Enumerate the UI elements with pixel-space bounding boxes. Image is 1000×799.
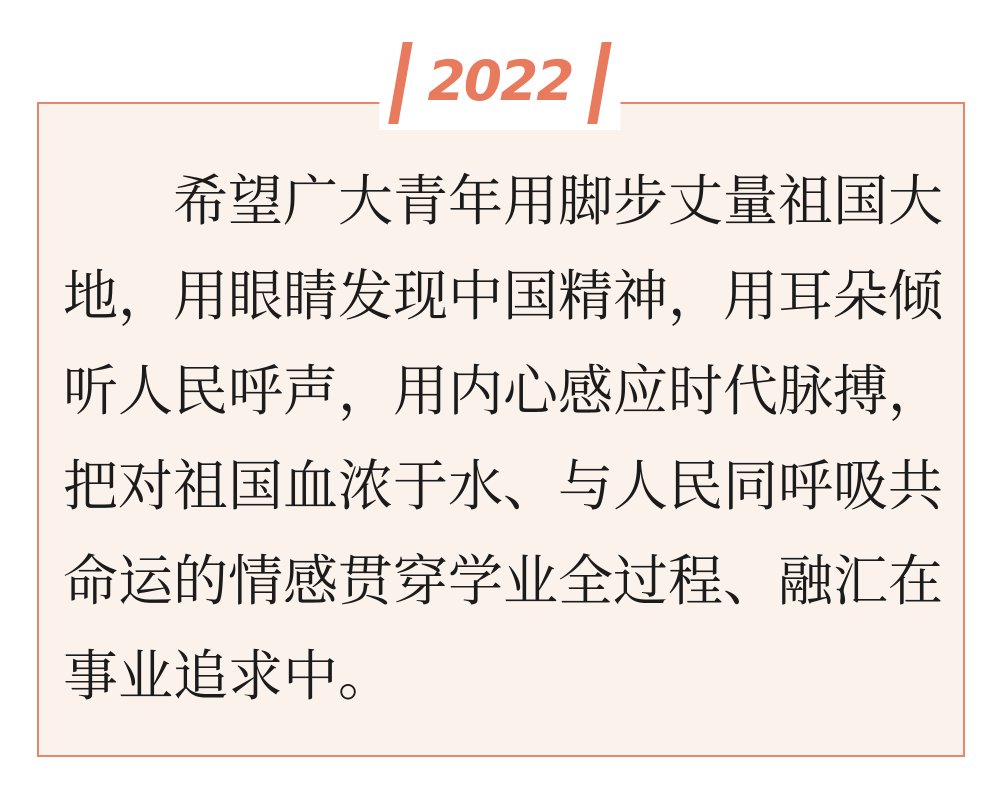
quote-text-block	[63, 154, 944, 724]
quote-line: 听人民呼声，用内心感应时代脉搏，	[63, 359, 944, 423]
quote-line: 希望广大青年用脚步丈量祖国大	[173, 169, 944, 233]
slash-bar-right-icon	[587, 42, 611, 124]
year-label: 2022	[427, 48, 573, 113]
quote-line: 事业追求中。	[63, 644, 394, 708]
year-badge	[379, 36, 620, 130]
quote-panel	[37, 102, 965, 757]
quote-line: 地，用眼睛发现中国精神，用耳朵倾	[63, 264, 944, 328]
quote-line: 命运的情感贯穿学业全过程、融汇在	[63, 549, 944, 613]
slash-bar-left-icon	[388, 42, 412, 124]
quote-line: 把对祖国血浓于水、与人民同呼吸共	[63, 454, 944, 518]
quote-panel-inner	[39, 104, 963, 755]
